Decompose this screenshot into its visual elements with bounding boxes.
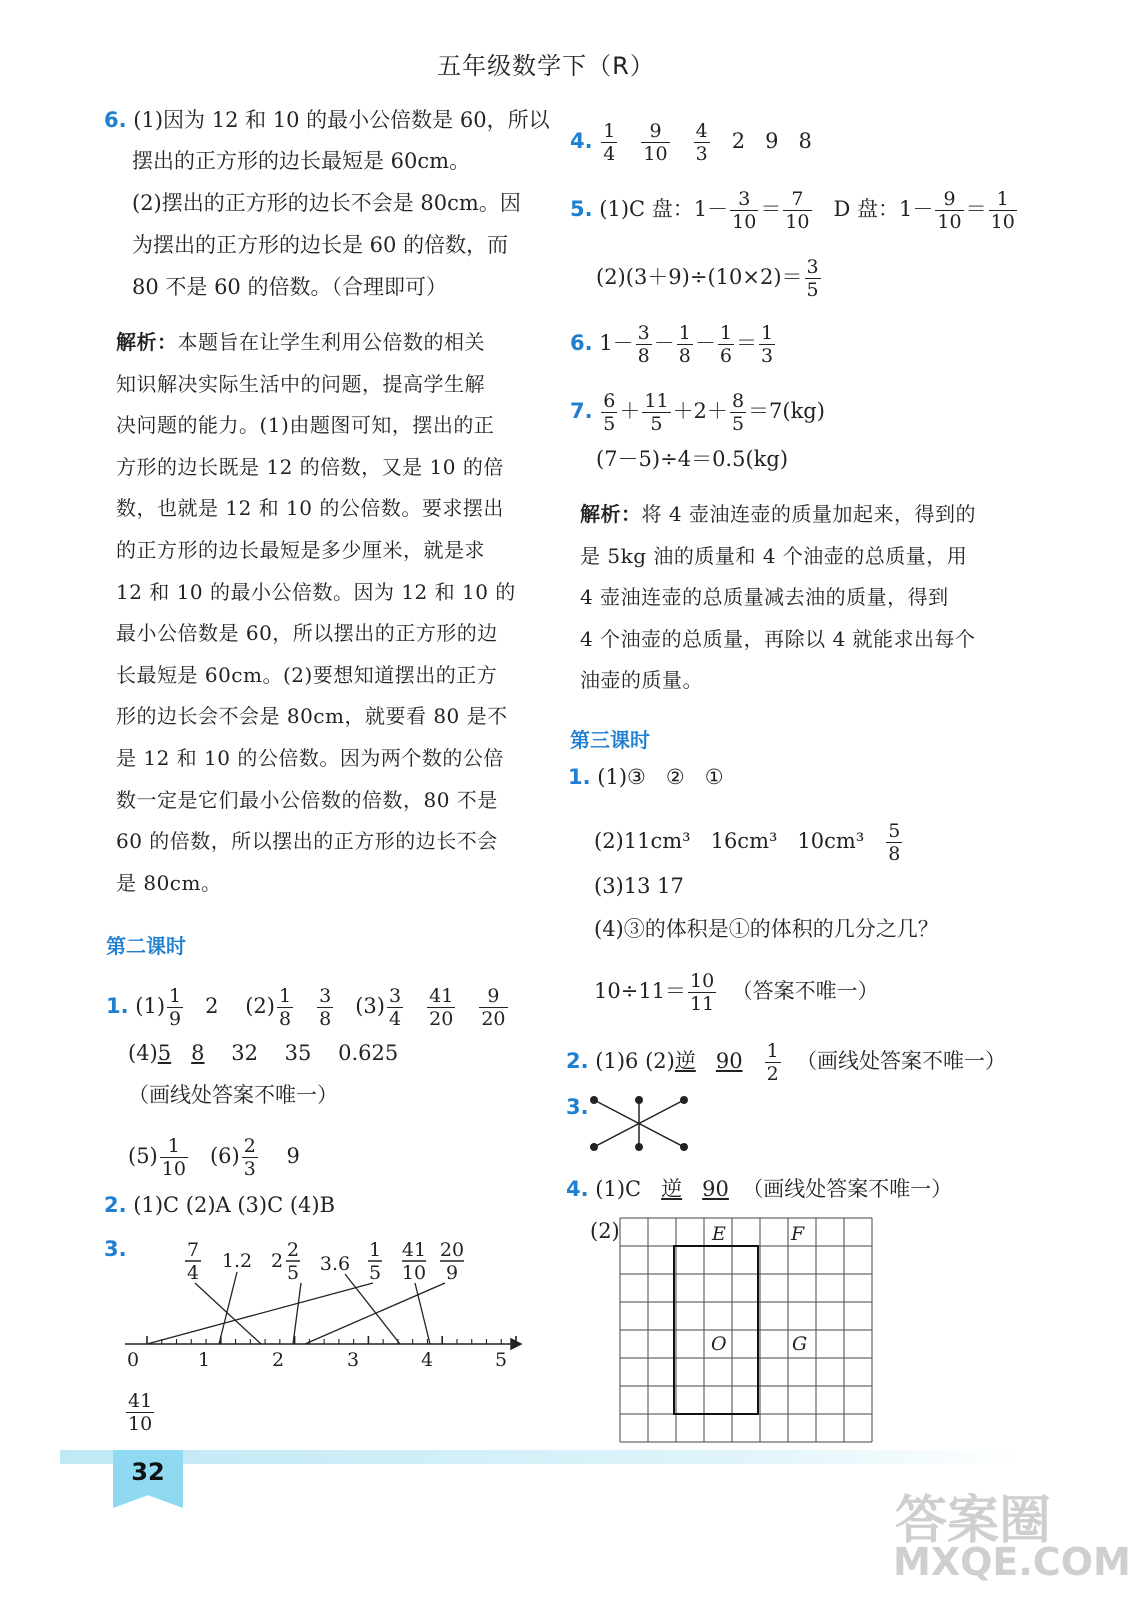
grid-lines <box>620 1218 872 1442</box>
answer-text: 1－ <box>599 331 634 355</box>
analysis-label: 解析： <box>580 502 642 526</box>
fraction <box>765 1040 781 1085</box>
star-diagram <box>584 1090 694 1160</box>
connector-3-6 <box>345 1274 400 1344</box>
label-2-2-5-whole: 2 <box>270 1250 284 1272</box>
dot <box>680 1143 688 1151</box>
point-label-g: G <box>792 1333 808 1355</box>
s3-question-2 <box>566 1040 1006 1085</box>
analysis-line <box>116 863 536 905</box>
analysis-text: 数一定是它们最小公倍数的倍数，80 不是 <box>116 787 498 812</box>
fraction <box>387 985 403 1030</box>
label-2-2-5-num: 2 <box>286 1239 300 1261</box>
dot <box>635 1096 643 1104</box>
s2-q1-part5-6 <box>128 1135 300 1180</box>
numerator: 10 <box>690 970 715 992</box>
underlined-answer: 90 <box>715 1049 743 1073</box>
numerator: 9 <box>479 985 507 1008</box>
value: 0.625 <box>338 1041 399 1065</box>
q5-part2 <box>596 256 823 301</box>
denominator: 4 <box>388 1008 402 1030</box>
fraction <box>601 390 617 435</box>
numerator: 1 <box>169 985 182 1007</box>
s2-q1-part4 <box>128 1040 398 1066</box>
analysis-text: 最小公倍数是 60，所以摆出的正方形的边 <box>116 621 498 646</box>
underlined-answer: 5 <box>157 1041 172 1065</box>
part-label: (1) <box>135 994 166 1018</box>
analysis-text: 是 5kg 油的质量和 4 个油壶的总质量，用 <box>580 543 968 568</box>
label-3-6: 3.6 <box>319 1253 351 1275</box>
numerator: 6 <box>603 390 616 412</box>
answer-text: ＋2＋ <box>672 399 728 423</box>
analysis-text: 长最短是 60cm。(2)要想知道摆出的正方 <box>116 662 498 687</box>
numerator: 1 <box>766 1040 779 1062</box>
denominator: 20 <box>429 1008 454 1030</box>
footer-band <box>60 1450 1020 1464</box>
analysis-text: 是 80cm。 <box>116 870 222 895</box>
denominator: 8 <box>888 843 901 865</box>
answer-text: (1)C 盘：1－ <box>599 197 729 221</box>
numerator: 9 <box>935 188 963 211</box>
numerator: 1 <box>603 120 616 142</box>
numerator: 1 <box>760 322 774 344</box>
fraction <box>886 820 902 865</box>
denominator: 5 <box>731 413 745 435</box>
numerator: 3 <box>319 985 332 1007</box>
tick-label: 4 <box>420 1349 434 1371</box>
denominator: 4 <box>603 143 616 165</box>
answer-text: (4)③的体积是①的体积的几分之几？ <box>594 917 939 941</box>
underlined-answer: 90 <box>702 1177 729 1201</box>
dot <box>680 1096 688 1104</box>
connector-7-4 <box>195 1283 261 1344</box>
analysis-right <box>580 494 1000 702</box>
question-number: 3. <box>104 1237 127 1261</box>
numerator: 1 <box>989 188 1017 211</box>
tick-label: 2 <box>271 1349 285 1371</box>
label-1-5-num: 1 <box>368 1239 382 1261</box>
denominator: 3 <box>695 143 708 165</box>
number-line-diagram <box>115 1230 535 1375</box>
extra-fraction <box>124 1390 156 1435</box>
analysis-line <box>580 536 1000 578</box>
numerator: 9 <box>641 120 669 143</box>
question-number: 6. <box>104 108 127 132</box>
question-number: 4. <box>566 1177 589 1201</box>
analysis-line <box>116 447 536 489</box>
connector-20-9 <box>305 1283 445 1344</box>
denominator: 9 <box>169 1008 182 1030</box>
analysis-line <box>116 364 536 406</box>
fraction <box>694 120 710 165</box>
numerator: 3 <box>730 188 758 211</box>
denominator: 11 <box>690 993 715 1015</box>
note: （画线处答案不唯一） <box>742 1177 953 1201</box>
analysis-text: 油壶的质量。 <box>580 668 703 693</box>
answer-text: D 盘：1－ <box>833 197 934 221</box>
dot <box>635 1143 643 1151</box>
equals: ＝ <box>965 197 987 221</box>
grid-figure <box>618 1218 872 1444</box>
question-6-right: 6. 1－ $\frac{3}{8}$ － $\frac{1}{8}$ － $\frac{1}{6}$ ＝ $\frac{1}{3}$ <box>570 322 774 367</box>
fraction <box>126 1390 154 1435</box>
s2-question-1 <box>106 985 510 1030</box>
point-label-o: O <box>711 1333 727 1355</box>
note: （画线处答案不唯一） <box>796 1049 1007 1073</box>
analysis-line <box>116 655 536 697</box>
denominator: 10 <box>128 1413 153 1435</box>
analysis-text: 4 个油壶的总质量，再除以 4 就能求出每个 <box>580 626 976 651</box>
point-label-f: F <box>791 1223 805 1245</box>
answer-text: (1)C <box>595 1177 642 1201</box>
analysis-line <box>116 488 536 530</box>
analysis-line <box>580 577 1000 619</box>
fraction <box>642 390 670 435</box>
answer-text: (1)③ ② ① <box>597 765 724 789</box>
tick-label: 5 <box>494 1349 508 1371</box>
fraction <box>242 1135 258 1180</box>
answer-text: (3)13 17 <box>594 874 684 898</box>
section-title: 第二课时 <box>106 934 186 958</box>
s3-q1-part2 <box>594 820 904 865</box>
numerator: 4 <box>695 120 708 142</box>
question-number: 1. <box>106 994 129 1018</box>
analysis-text: 12 和 10 的最小公倍数。因为 12 和 10 的 <box>116 579 516 604</box>
tick-label: 1 <box>197 1349 211 1371</box>
analysis-label: 解析： <box>116 330 178 354</box>
value: 35 <box>284 1041 312 1065</box>
s3-question-1 <box>568 764 724 790</box>
denominator: 2 <box>766 1063 779 1085</box>
numerator: 5 <box>888 820 901 842</box>
underlined-answer: 逆 <box>674 1049 696 1073</box>
numerator: 7 <box>783 188 811 211</box>
analysis-line <box>116 738 536 780</box>
analysis-line <box>116 821 536 863</box>
answer-text: (1)6 (2) <box>595 1049 675 1073</box>
answer-text: 2 9 8 <box>731 129 812 153</box>
denominator: 8 <box>637 345 650 367</box>
numerator: 1 <box>160 1135 188 1158</box>
label-1-5-den: 5 <box>368 1262 382 1284</box>
question-number: 1. <box>568 765 591 789</box>
underlined-answer: 逆 <box>661 1177 683 1201</box>
fraction <box>989 188 1017 233</box>
analysis-text: 本题旨在让学生利用公倍数的相关 <box>177 330 485 354</box>
question-number: 6. <box>570 331 593 355</box>
label-1-2: 1.2 <box>221 1250 253 1272</box>
question-number: 4. <box>570 129 593 153</box>
denominator: 5 <box>650 413 663 435</box>
watermark-logo: 答案圈 <box>895 1491 1052 1551</box>
fraction <box>427 985 455 1030</box>
watermark-url: MXQE.COM <box>893 1540 1131 1584</box>
answer-text: 摆出的正方形的边长最短是 60cm。 <box>132 149 471 173</box>
analysis-text: 将 4 壶油连壶的质量加起来，得到的 <box>641 502 976 526</box>
answer-text: ＝7(kg) <box>748 399 825 423</box>
page-title: 五年级数学下（R） <box>437 52 655 80</box>
numerator: 11 <box>644 390 669 412</box>
analysis-text: 形的边长会不会是 80cm，就要看 80 是不 <box>116 704 508 729</box>
value: 32 <box>231 1041 258 1065</box>
note: （画线处答案不唯一） <box>128 1083 338 1107</box>
analysis-text: 60 的倍数，所以摆出的正方形的边长不会 <box>116 829 498 854</box>
analysis-text: 的正方形的边长最短是多少厘米，就是求 <box>116 537 485 562</box>
analysis-line <box>116 322 536 364</box>
fraction <box>759 322 775 367</box>
part-label: (6) <box>209 1144 240 1168</box>
question-number: 5. <box>570 197 593 221</box>
part-label: (4) <box>128 1041 158 1065</box>
question-number: 2. <box>104 1193 127 1217</box>
fraction <box>317 985 333 1030</box>
analysis-line <box>116 530 536 572</box>
question-number: 7. <box>570 399 593 423</box>
label-7-4-den: 4 <box>186 1262 200 1284</box>
fraction <box>783 188 811 233</box>
connector-2-2-5 <box>293 1283 301 1344</box>
denominator: 10 <box>161 1158 186 1180</box>
answer-text: (2)(3＋9)÷(10×2)＝ <box>596 265 803 289</box>
numerator: 1 <box>719 322 732 344</box>
analysis-line <box>116 780 536 822</box>
s3-q1-part4-eq <box>594 970 879 1015</box>
dot <box>590 1096 598 1104</box>
s2-question-2 <box>104 1192 335 1218</box>
question-4 <box>570 120 812 165</box>
numerator: 41 <box>429 985 454 1007</box>
denominator: 3 <box>243 1158 256 1180</box>
answer-text: (7－5)÷4＝0.5(kg) <box>596 447 789 471</box>
question-7: 7. $\frac{6}{5}$ ＋ $\frac{11}{5}$ ＋2＋ $\frac{8}{5}$ ＝7(kg) <box>570 390 825 435</box>
denominator: 5 <box>603 413 616 435</box>
label-41-10-num: 41 <box>401 1239 427 1261</box>
analysis-text: 4 壶油连壶的总质量减去油的质量，得到 <box>580 585 949 610</box>
analysis-left <box>116 322 536 904</box>
question-5 <box>570 188 1019 233</box>
part-label: (3) <box>355 994 385 1018</box>
numerator: 41 <box>128 1390 153 1412</box>
analysis-text: 方形的边长既是 12 的倍数，又是 10 的倍 <box>116 454 504 479</box>
fraction <box>479 985 507 1030</box>
section-title: 第三课时 <box>570 728 650 752</box>
numerator: 2 <box>243 1135 256 1157</box>
fraction <box>935 188 963 233</box>
numerator: 3 <box>637 322 650 344</box>
analysis-text: 决问题的能力。(1)由题图可知，摆出的正 <box>116 413 495 438</box>
fraction <box>718 322 734 367</box>
denominator: 10 <box>937 211 962 233</box>
point-label-e: E <box>712 1223 726 1245</box>
analysis-line <box>116 696 536 738</box>
numerator: 1 <box>678 322 691 344</box>
analysis-line <box>116 405 536 447</box>
label-20-9-den: 9 <box>445 1262 459 1284</box>
question-6 <box>104 107 550 133</box>
numerator: 8 <box>731 390 745 412</box>
label-20-9-num: 20 <box>439 1239 465 1261</box>
denominator: 5 <box>806 279 819 301</box>
answer-text: 10÷11＝ <box>594 979 687 1003</box>
denominator: 10 <box>732 211 757 233</box>
underlined-answer: 8 <box>191 1041 205 1065</box>
analysis-line <box>580 494 1000 536</box>
fraction <box>688 970 716 1015</box>
answer-text: (1)C (2)A (3)C (4)B <box>133 1193 336 1217</box>
denominator: 20 <box>481 1008 506 1030</box>
value: 9 <box>286 1144 300 1168</box>
fraction <box>641 120 669 165</box>
denominator: 10 <box>990 211 1015 233</box>
answer-text: 为摆出的正方形的边长是 60 的倍数，而 <box>132 233 509 257</box>
denominator: 8 <box>278 1008 292 1030</box>
equals: ＝ <box>760 197 782 221</box>
denominator: 8 <box>319 1008 332 1030</box>
analysis-line <box>580 660 1000 702</box>
fraction <box>601 120 617 165</box>
tick-label: 0 <box>126 1349 140 1371</box>
fraction <box>277 985 293 1030</box>
part-label: (2) <box>590 1219 620 1243</box>
answer-text: (2)11cm³ 16cm³ 10cm³ <box>594 829 865 853</box>
denominator: 10 <box>785 211 810 233</box>
tick-label: 3 <box>346 1349 360 1371</box>
analysis-text: 是 12 和 10 的公倍数。因为两个数的公倍 <box>116 745 504 770</box>
denominator: 8 <box>678 345 691 367</box>
fraction <box>167 985 183 1030</box>
fraction <box>160 1135 188 1180</box>
axis-ticks <box>147 1336 516 1344</box>
numerator: 1 <box>278 985 292 1007</box>
note: （答案不唯一） <box>731 979 879 1003</box>
answer-text: (2)摆出的正方形的边长不会是 80cm。因 <box>132 191 521 215</box>
page-number: 32 <box>131 1458 165 1486</box>
label-7-4-num: 7 <box>186 1239 200 1261</box>
label-2-2-5-den: 5 <box>286 1262 300 1284</box>
fraction <box>730 390 746 435</box>
analysis-line <box>580 619 1000 661</box>
connector-1-5 <box>147 1283 373 1344</box>
fraction <box>730 188 758 233</box>
value: 2 <box>205 994 219 1018</box>
analysis-line <box>116 613 536 655</box>
denominator: 10 <box>643 143 668 165</box>
fraction <box>636 322 652 367</box>
label-41-10-den: 10 <box>401 1262 427 1284</box>
question-number: 3. <box>566 1095 589 1119</box>
part-label: (2) <box>245 994 275 1018</box>
question-number: 2. <box>566 1049 589 1073</box>
answer-text: (1)因为 12 和 10 的最小公倍数是 60，所以 <box>133 108 550 132</box>
analysis-text: 知识解决实际生活中的问题，提高学生解 <box>116 371 485 396</box>
fraction <box>677 322 693 367</box>
s3-question-4 <box>566 1176 952 1202</box>
analysis-line <box>116 572 536 614</box>
dot <box>590 1143 598 1151</box>
denominator: 3 <box>760 345 774 367</box>
numerator: 3 <box>388 985 402 1007</box>
analysis-text: 数，也就是 12 和 10 的公倍数。要求摆出 <box>116 496 504 521</box>
answer-text: 80 不是 60 的倍数。（合理即可） <box>132 275 447 299</box>
part-label: (5) <box>128 1144 158 1168</box>
numerator: 3 <box>806 256 819 278</box>
fraction <box>805 256 821 301</box>
denominator: 6 <box>719 345 732 367</box>
